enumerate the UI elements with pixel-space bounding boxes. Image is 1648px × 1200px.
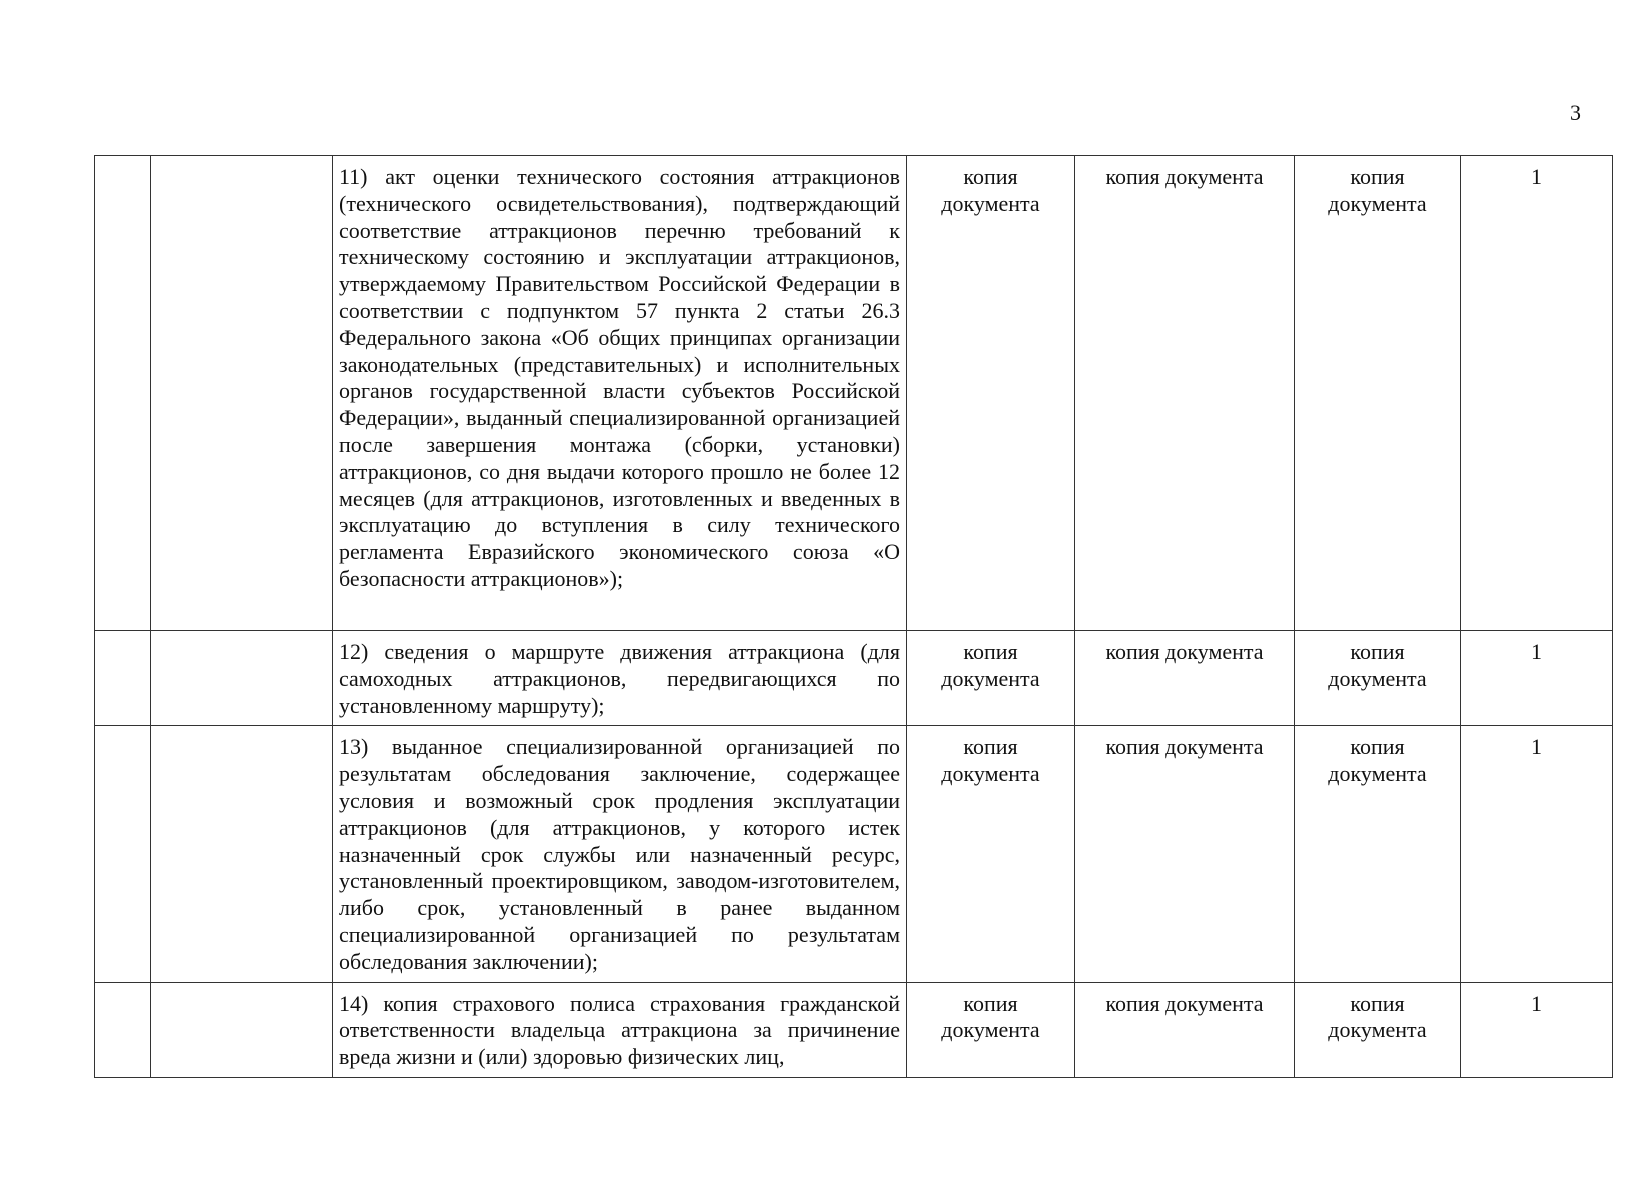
document-count-cell: 1	[1461, 982, 1613, 1077]
document-form-cell: копия документа	[1295, 982, 1461, 1077]
document-description-cell: 11) акт оценки технического состояния аттракционов (технического освидетельствования), подтверждающий соответствие аттракционов перечню требований к техническому состоянию и эксплуатации аттракционов, утверждаемому Правительством Российской Федерации в соответствии с подпунктом 57 пункта 2 статьи 26.3 Федерального закона «Об общих принципах организации законодательных (представительных) и исполнительных органов государственной власти субъектов Российской Федерации», выданный специализированной организацией после завершения монтажа (сборки, установки) аттракционов, со дня выдачи которого прошло не более 12 месяцев (для аттракционов, изготовленных и введенных в эксплуатацию до вступления в силу технического регламента Евразийского экономического союза «О безопасности аттракционов»);	[333, 156, 907, 631]
service-name-cell	[151, 726, 333, 982]
document-form-cell: копия документа	[907, 982, 1075, 1077]
document-count-cell: 1	[1461, 726, 1613, 982]
row-number-cell	[95, 982, 151, 1077]
document-description-cell: 14) копия страхового полиса страхования гражданской ответственности владельца аттракциона за причинение вреда жизни и (или) здоровью физических лиц,	[333, 982, 907, 1077]
table-row	[95, 156, 1613, 631]
document-form-cell: копия документа	[1295, 156, 1461, 631]
service-name-cell	[151, 156, 333, 631]
row-number-cell	[95, 631, 151, 726]
service-name-cell	[151, 631, 333, 726]
document-description-cell: 13) выданное специализированной организацией по результатам обследования заключение, содержащее условия и возможный срок продления эксплуатации аттракционов (для аттракционов, у которого истек назначенный срок службы или назначенный ресурс, установленный проектировщиком, заводом-изготовителем, либо срок, установленный в ранее выданном специализированной организацией по результатам обследования заключении);	[333, 726, 907, 982]
document-form-cell: копия документа	[1075, 982, 1295, 1077]
table-row	[95, 982, 1613, 1077]
document-description-cell: 12) сведения о маршруте движения аттракциона (для самоходных аттракционов, передвигающихся по установленному маршруту);	[333, 631, 907, 726]
requirements-table	[94, 155, 1613, 1078]
document-count-cell: 1	[1461, 631, 1613, 726]
document-count-cell: 1	[1461, 156, 1613, 631]
document-form-cell: копия документа	[907, 631, 1075, 726]
document-form-cell: копия документа	[1295, 726, 1461, 982]
document-form-cell: копия документа	[1075, 156, 1295, 631]
table-row	[95, 631, 1613, 726]
document-form-cell: копия документа	[1295, 631, 1461, 726]
page-number: 3	[1570, 100, 1581, 125]
document-form-cell: копия документа	[907, 726, 1075, 982]
document-form-cell: копия документа	[1075, 631, 1295, 726]
service-name-cell	[151, 982, 333, 1077]
table-row	[95, 726, 1613, 982]
row-number-cell	[95, 726, 151, 982]
document-form-cell: копия документа	[1075, 726, 1295, 982]
document-form-cell: копия документа	[907, 156, 1075, 631]
row-number-cell	[95, 156, 151, 631]
